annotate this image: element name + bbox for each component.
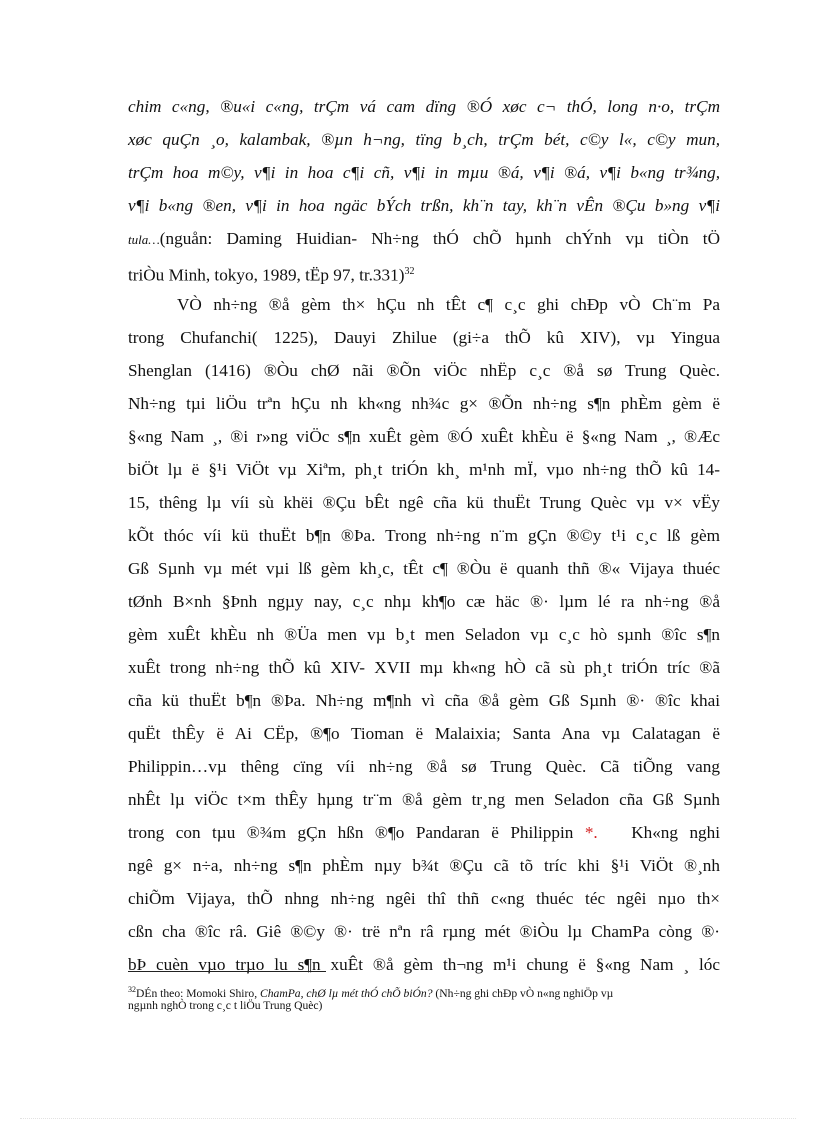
text-line-11: §«ng Nam ¸, ®i r»ng viÖc s¶n xuÊt gèm ®Ó xuÊt khÈu ë §«ng Nam ¸, ®Æc: [128, 427, 720, 446]
footnote-reference[interactable]: 32: [404, 266, 415, 277]
text-line-14: kÕt thóc víi kü thuËt b¶n ®Þa. Trong nh÷ng n¨m gÇn ®©y t¹i c¸c lß gèm: [128, 526, 720, 545]
footnote-prefix: DÉn theo: Momoki Shiro,: [136, 986, 258, 1000]
text-line-23-tail: Kh«ng nghi: [631, 823, 720, 842]
text-line-13: 15, thêng lµ víi sù khëi ®Çu bÊt ngê cña kü thuËt Trung Quèc vµ v× vËy: [128, 493, 720, 512]
text-line-27: bÞ cuèn vµo trµo lu s¶n xuÊt ®å gèm th¬ng m¹i chung ë §«ng Nam ¸ lóc: [128, 955, 720, 974]
text-line-19: cña kü thuËt b¶n ®Þa. Nh÷ng m¶nh vì cña ®å gèm Gß Sµnh ®· ®îc khai: [128, 691, 720, 710]
text-line-18: xuÊt trong nh÷ng thÕ kû XIV- XVII mµ kh«ng hÒ cã sù ph¸t triÓn tríc ®ã: [128, 658, 720, 677]
paragraph-first-line: VÒ nh÷ng ®å gèm th× hÇu nh tÊt c¶ c¸c ghi chÐp vÒ Ch¨m Pa: [177, 295, 720, 314]
text-line-5-italic: tula…: [128, 232, 160, 247]
text-line-20: quËt thÊy ë Ai CËp, ®¶o Tioman ë Malaixia; Santa Ana vµ Calatagan ë: [128, 724, 720, 743]
text-line-23: [128, 823, 720, 843]
text-line-16: tØnh B×nh §Þnh ngµy nay, c¸c nhµ kh¶o cæ häc ®· lµm lé ra nh÷ng ®å: [128, 592, 720, 611]
text-line-12: biÖt lµ ë §¹i ViÖt vµ Xiªm, ph¸t triÓn kh¸ m¹nh mÏ, vµo nh÷ng thÕ kû 14-: [128, 460, 720, 479]
text-line-8: trong Chufanchi( 1225), Dauyi Zhilue (gi÷a thÕ kû XIV), vµ Yingua: [128, 328, 720, 347]
text-line-22: nhÊt lµ viÖc t×m thÊy hµng tr¨m ®å gèm tr¸ng men Seladon cña Gß Sµnh: [128, 790, 720, 809]
text-line-10: Nh÷ng tµi liÖu trªn hÇu nh kh«ng nh¾c g× ®Õn nh÷ng s¶n phÈm gèm ë: [128, 394, 720, 413]
footnote-line-2: ngµnh nghÒ trong c¸c t liÖu Trung Quèc): [128, 999, 323, 1012]
text-line-21: Philippin…vµ thêng cïng víi nh÷ng ®å sø Trung Quèc. Cã tiÕng vang: [128, 757, 720, 776]
text-line-25: chiÕm Vijaya, thÕ nhng nh÷ng ngêi thî thñ c«ng thuéc téc ngêi nµo th×: [128, 889, 720, 908]
text-line-6-text: triÒu Minh, tokyo, 1989, tËp 97, tr.331): [128, 265, 405, 285]
text-line-6: [128, 262, 720, 286]
page-bottom-border: [20, 1118, 796, 1119]
text-line-24: ngê g× n÷a, nh÷ng s¶n phÈm nµy b¾t ®Çu cã tõ tríc khi §¹i ViÖt ®¸nh: [128, 856, 720, 875]
text-line-23-text: trong con tµu ®¾m gÇn hßn ®¶o Pandaran ë Philippin: [128, 823, 574, 842]
text-line-9: Shenglan (1416) ®Òu chØ nãi ®Õn viÖc nhËp c¸c ®å sø Trung Quèc.: [128, 361, 720, 380]
text-line-4: v¶i b«ng ®en, v¶i in hoa ngäc bÝch trßn, kh¨n tay, kh¨n vÊn ®Çu b»ng v¶i: [128, 196, 720, 215]
text-line-17: gèm xuÊt khÈu nh ®Üa men vµ b¸t men Seladon vµ c¸c hò sµnh ®îc s¶n: [128, 625, 720, 644]
text-line-5: [128, 229, 720, 250]
footnote-number: 32: [128, 985, 136, 994]
footnote-title: ChamPa, chØ lµ mét thÓ chÕ biÓn?: [260, 986, 433, 1000]
endnote-asterisk[interactable]: *.: [584, 823, 598, 842]
text-line-1: chim c«ng, ®u«i c«ng, trÇm vá cam dïng ®Ó xøc c¬ thÓ, long n·o, trÇm: [128, 97, 720, 116]
footnote-separator: [128, 971, 326, 972]
text-line-3: trÇm hoa m©y, v¶i in hoa c¶i cñ, v¶i in mµu ®á, v¶i ®á, v¶i b«ng tr¾ng,: [128, 163, 720, 182]
text-line-5-rest: (nguån: Daming Huidian- Nh÷ng thÓ chÕ hµnh chÝnh vµ tiÒn tÖ: [159, 229, 720, 248]
footnote-rest: (Nh÷ng ghi chÐp vÒ n«ng nghiÖp vµ: [435, 986, 614, 1000]
text-line-15: Gß Sµnh vµ mét vµi lß gèm kh¸c, tÊt c¶ ®Òu ë quanh thñ ®« Vijaya thuéc: [128, 559, 720, 578]
text-line-26: cßn cha ®îc râ. Giê ®©y ®· trë nªn râ rµng mét ®iÒu lµ ChamPa còng ®·: [128, 922, 720, 941]
text-line-2: xøc quÇn ¸o, kalambak, ®µn h¬ng, tïng b¸ch, trÇm bét, c©y l«, c©y mun,: [128, 130, 720, 149]
